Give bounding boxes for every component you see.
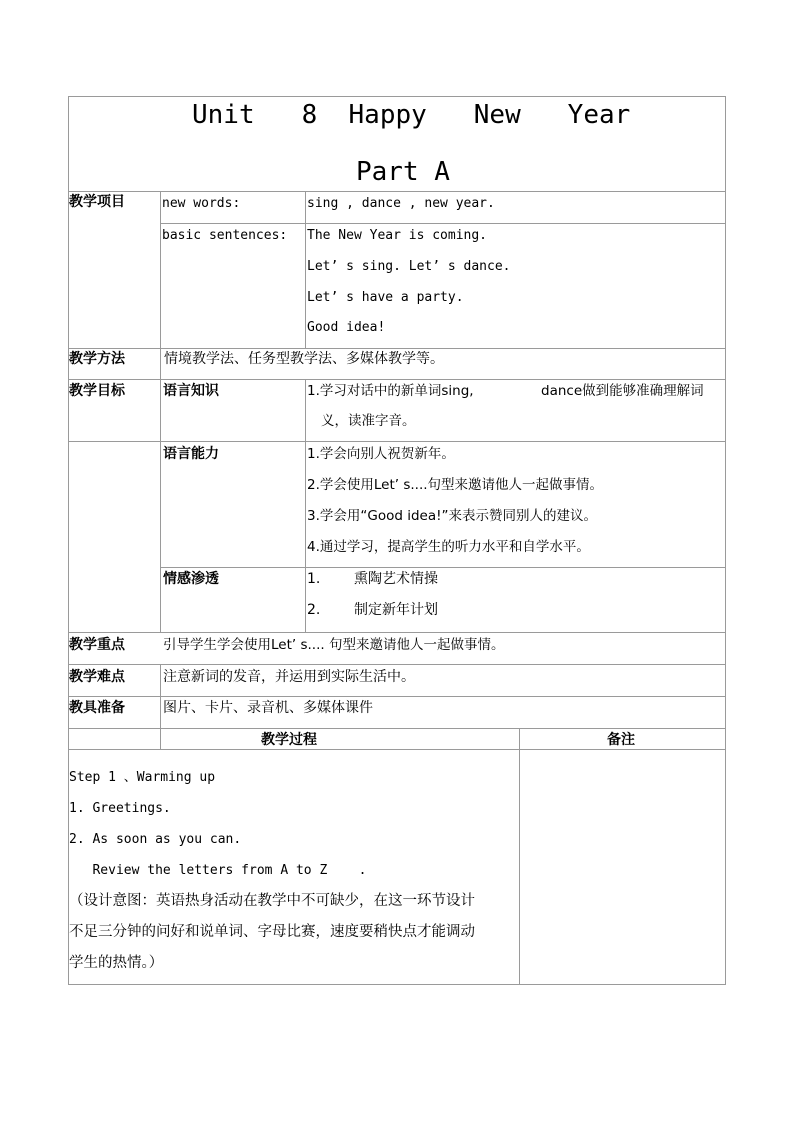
ability-item-2: 2.学会使用Let’ s....句型来邀请他人一起做事情。 <box>307 477 604 493</box>
row-divider <box>68 348 726 349</box>
knowledge-line-1a: 1.学习对话中的新单词sing, <box>307 383 474 399</box>
process-line-6: 不足三分钟的问好和说单词、字母比赛，速度要稍快点才能调动 <box>69 924 475 940</box>
difficulty-value: 注意新词的发音，并运用到实际生活中。 <box>163 669 415 685</box>
process-line-1: Step 1 、Warming up <box>69 770 216 785</box>
process-line-5: （设计意图：英语热身活动在教学中不可缺少，在这一环节设计 <box>69 893 475 909</box>
row-label-goals: 教学目标 <box>69 383 125 399</box>
process-line-3: 2. As soon as you can. <box>69 832 242 847</box>
knowledge-line-2: 义，读准字音。 <box>321 413 416 429</box>
row-divider <box>68 728 726 729</box>
row-label-items: 教学项目 <box>69 194 125 210</box>
row-divider <box>68 696 726 697</box>
row-divider <box>160 223 726 224</box>
column-divider <box>160 191 161 632</box>
column-divider <box>519 728 520 985</box>
new-words-value: sing , dance , new year. <box>307 196 495 211</box>
notes-header: 备注 <box>607 732 635 748</box>
page-subtitle: Part A <box>356 157 450 187</box>
new-words-label: new words: <box>162 196 241 211</box>
row-divider <box>68 379 726 380</box>
process-line-2: 1. Greetings. <box>69 801 171 816</box>
sentence-4: Good idea! <box>307 320 386 335</box>
row-label-difficulty: 教学难点 <box>69 669 125 685</box>
preparation-value: 图片、卡片、录音机、多媒体课件 <box>163 700 373 716</box>
emotion-item-2-text: 制定新年计划 <box>354 602 438 618</box>
row-divider <box>68 664 726 665</box>
row-divider <box>68 191 726 192</box>
sentence-1: The New Year is coming. <box>307 228 488 243</box>
page-title: Unit 8 Happy New Year <box>192 100 631 130</box>
sentence-2: Let’ s sing. Let’ s dance. <box>307 259 511 274</box>
knowledge-label: 语言知识 <box>163 383 219 399</box>
basic-sentences-label: basic sentences: <box>162 228 288 243</box>
sentence-3: Let’ s have a party. <box>307 290 464 305</box>
process-header: 教学过程 <box>261 732 317 748</box>
ability-label: 语言能力 <box>163 446 219 462</box>
column-divider <box>305 191 306 349</box>
knowledge-line-1b: dance做到能够准确理解词 <box>541 383 704 399</box>
emotion-item-2-number: 2. <box>307 602 321 618</box>
column-divider <box>160 664 161 749</box>
emotion-item-1-text: 熏陶艺术情操 <box>354 571 438 587</box>
emotion-label: 情感渗透 <box>163 571 219 587</box>
row-divider <box>68 441 726 442</box>
row-label-key-point: 教学重点 <box>69 637 125 653</box>
ability-item-4: 4.通过学习，提高学生的听力水平和自学水平。 <box>307 539 590 555</box>
ability-item-1: 1.学会向别人祝贺新年。 <box>307 446 455 462</box>
column-divider <box>305 379 306 632</box>
method-value: 情境教学法、任务型教学法、多媒体教学等。 <box>164 351 444 367</box>
emotion-item-1-number: 1. <box>307 571 321 587</box>
process-line-7: 学生的热情。） <box>69 955 164 971</box>
key-point-value: 引导学生学会使用Let’ s.... 句型来邀请他人一起做事情。 <box>163 637 505 653</box>
row-divider <box>68 749 726 750</box>
ability-item-3: 3.学会用“Good idea!”来表示赞同别人的建议。 <box>307 508 598 524</box>
row-divider <box>160 567 726 568</box>
row-label-method: 教学方法 <box>69 351 125 367</box>
row-label-preparation: 教具准备 <box>69 700 125 716</box>
row-divider <box>68 632 726 633</box>
process-line-4: Review the letters from A to Z . <box>69 863 367 878</box>
